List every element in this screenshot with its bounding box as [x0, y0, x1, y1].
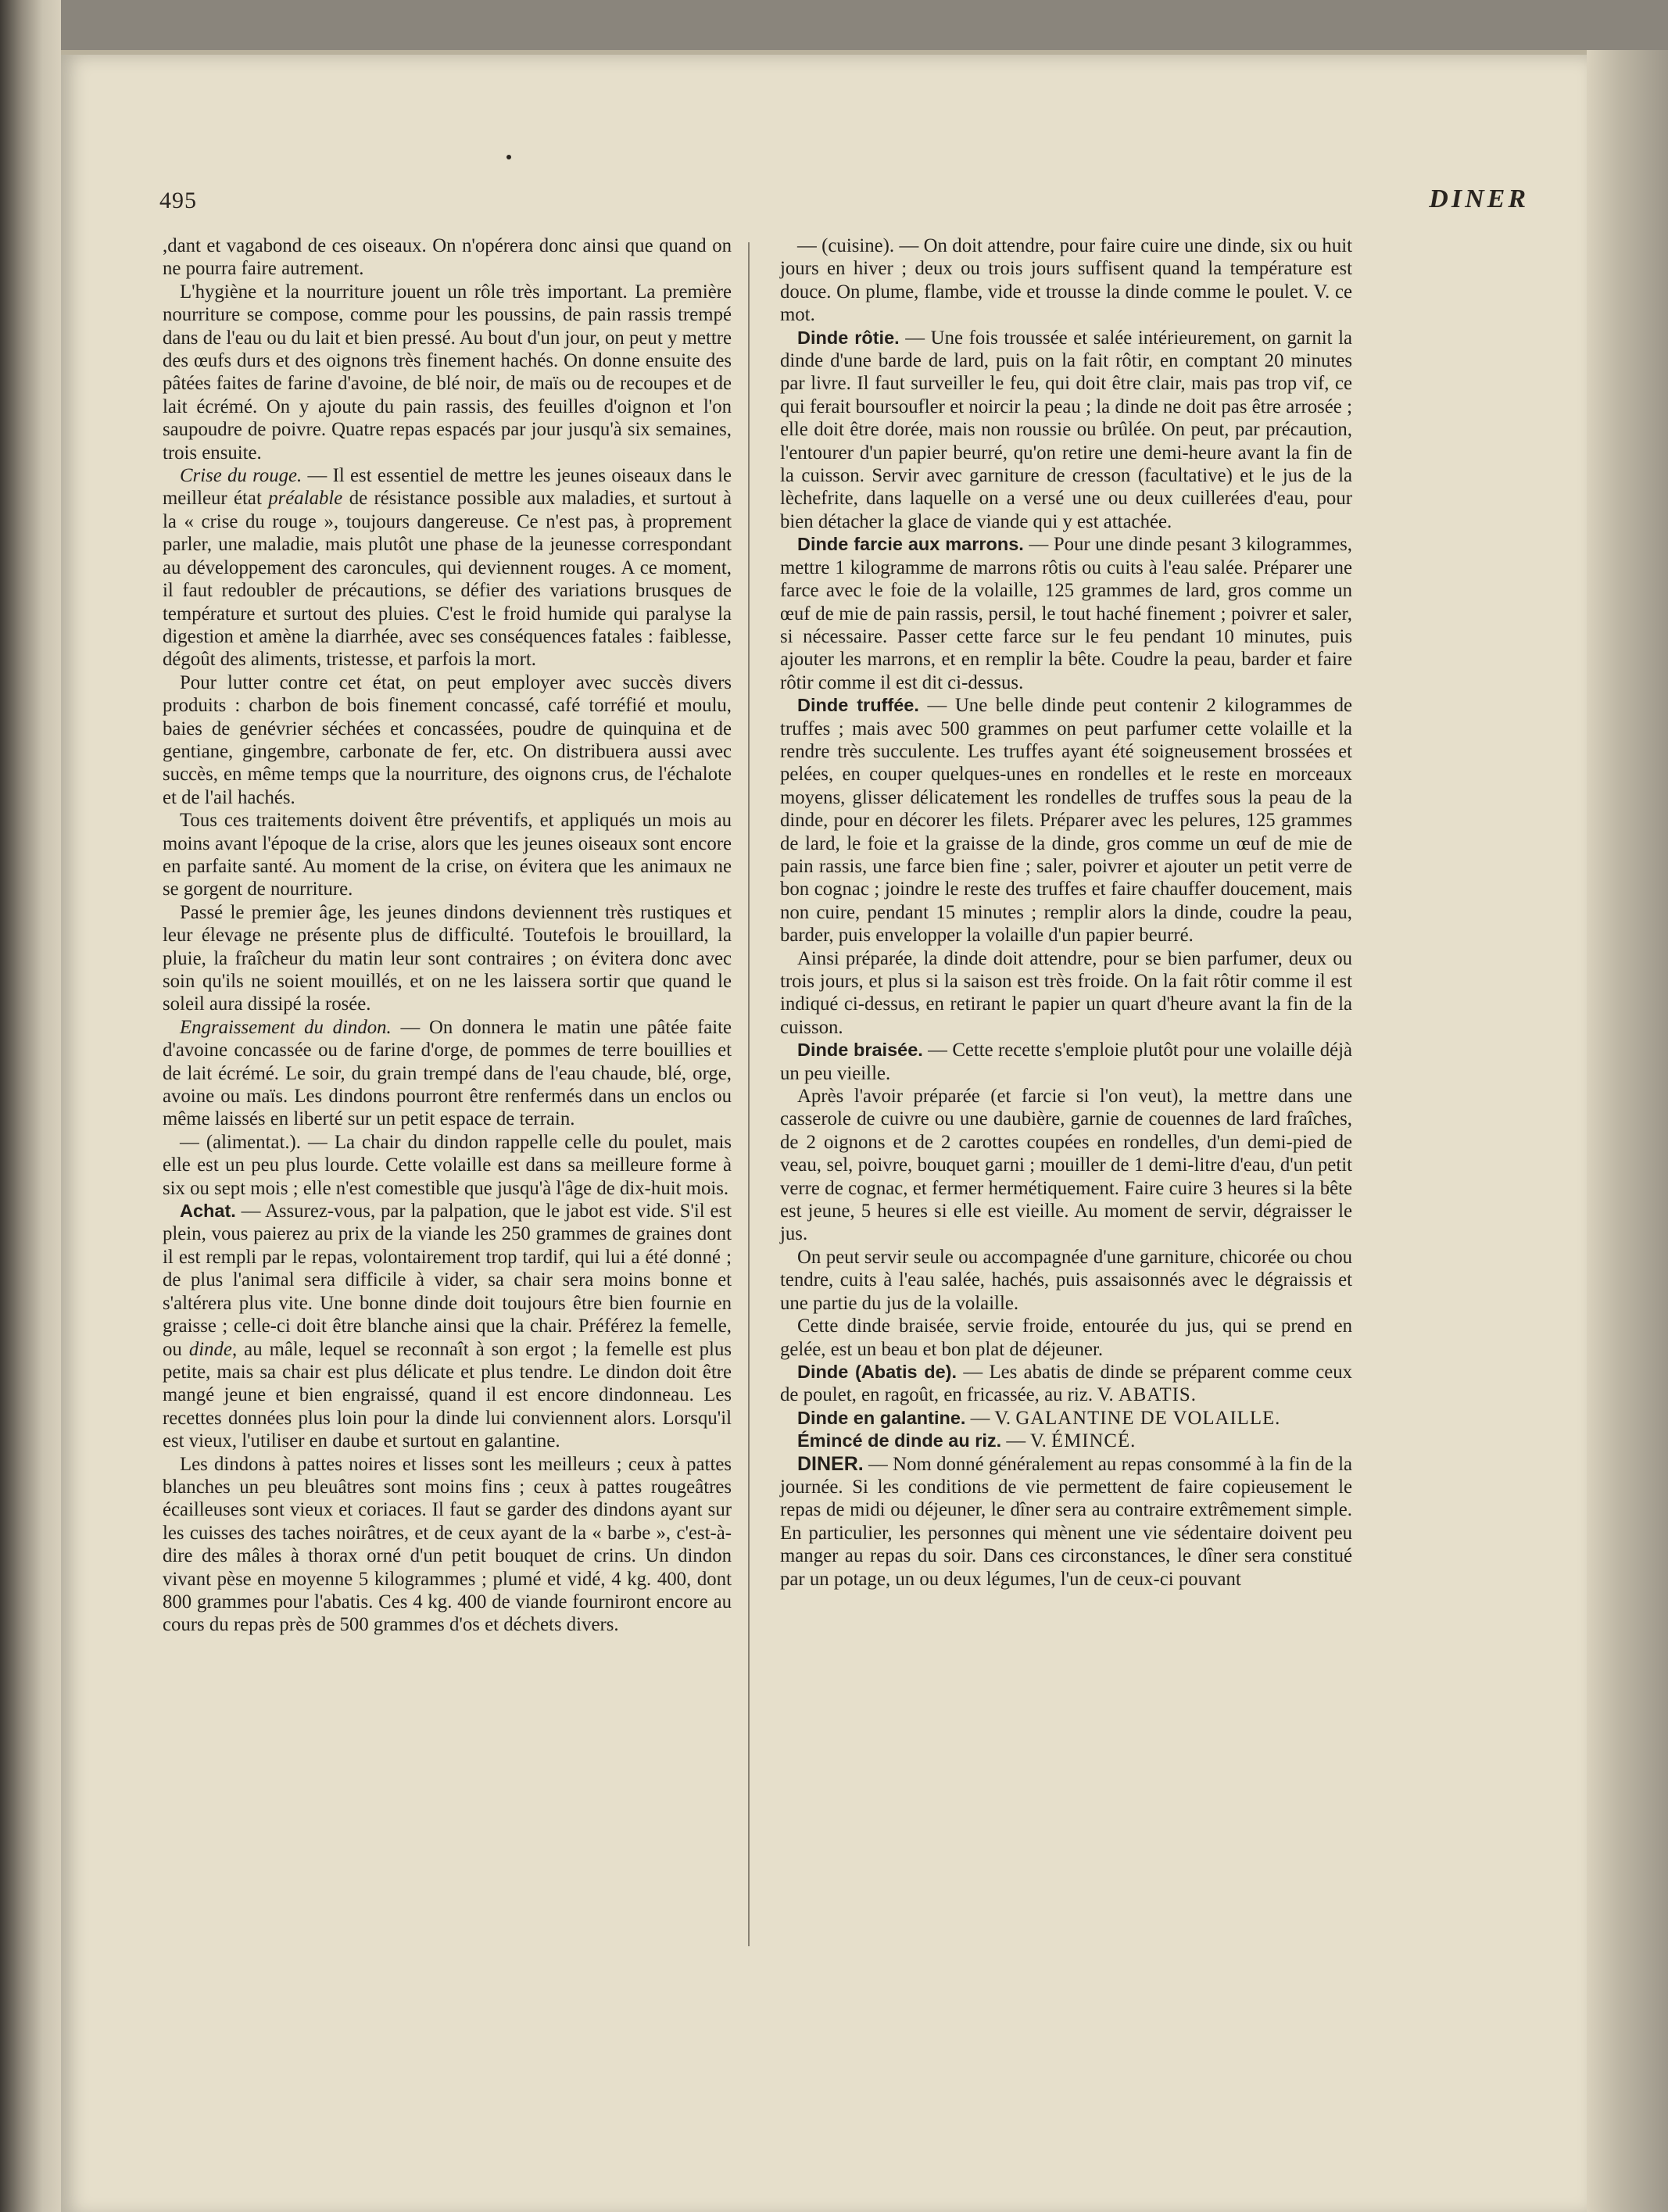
recipe-title: Dinde braisée.: [797, 1040, 923, 1061]
paragraph: Engraissement du dindon. — On donnera le matin une pâtée faite d'avoine concassée ou de farine d'orge, de pommes de terre bouillies et de lait écrémé. Le soir, du grain trempé dans de l'eau chaude, blé, orge, avoine ou maïs. Les dindons pourront être renfermés dans un enclos ou même laissés en liberté sur un petit espace de terrain.: [163, 1016, 732, 1130]
subheading: Achat.: [180, 1201, 236, 1222]
recipe-entry: Dinde truffée. — Une belle dinde peut contenir 2 kilogrammes de truffes ; mais avec 500 grammes on peut parfumer cette volaille et la rendre très succulente. Les truffes ayant été soigneusement brossées et pelées, en couper quelques-unes en rondelles et le reste en morceaux moyens, glisser délicatement les rondelles de truffes sous la peau de la dinde, pour en décorer les filets. Préparer avec les pelures, 125 grammes de lard, le foie et la graisse de la dinde, gros comme un œuf de mie de pain rassis, une farce bien fine ; saler, poivrer et ajouter un petit verre de bon cognac ; joindre le reste des truffes et faire chauffer doucement, mais non cuire, pendant 15 minutes ; remplir alors la dinde, coudre la peau, barder, puis envelopper la volaille d'un papier beurré.: [780, 695, 1352, 947]
page-edge: [1587, 50, 1668, 2212]
recipe-entry: Dinde rôtie. — Une fois troussée et salée intérieurement, on garnit la dinde d'une barde de lard, puis on la fait rôtir, en comptant 20 minutes par livre. Il faut surveiller le feu, qui doit être clair, mais pas trop vif, ce qui ferait boursoufler et noircir la peau ; la dinde ne doit pas être arrosée ; elle doit être dorée, mais non roussie ou brûlée. On peut, par précaution, l'entourer d'un papier beurré, qu'on retire une demi-heure avant la fin de la cuisson. Servir avec garniture de cresson (facultative) et le jus de la lèchefrite, dans laquelle on a versé une ou deux cuillerées d'eau, pour bien détacher la glace de viande qui y est attachée.: [780, 327, 1352, 532]
column-rule: [748, 242, 750, 1946]
paragraph: Tous ces traitements doivent être préventifs, et appliqués un mois au moins avant l'époque de la crise, alors que les jeunes oiseaux sont encore en parfaite santé. Au moment de la crise, on évitera que les animaux ne se gorgent de nourriture.: [163, 810, 732, 900]
paragraph: — (alimentat.). — La chair du dindon rappelle celle du poulet, mais elle est un peu plus lourde. Cette volaille est dans sa meilleure forme à six ou sept mois ; elle n'est comestible que jusqu'à l'âge de dix-huit mois.: [163, 1131, 732, 1199]
ink-speck: [506, 155, 511, 159]
cross-reference: GALANTINE DE VOLAILLE: [1015, 1407, 1276, 1429]
recipe-title: Dinde truffée.: [797, 695, 919, 716]
paragraph: Ainsi préparée, la dinde doit attendre, pour se bien parfumer, deux ou trois jours, et plus si la saison est très froide. On la fait rôtir comme il est indiqué ci-dessus, en retirant le papier un quart d'heure avant la fin de la cuisson.: [780, 947, 1352, 1038]
page-number: 495: [159, 188, 197, 213]
left-column: [163, 234, 732, 1637]
book-spine: [0, 0, 61, 2212]
paragraph: Crise du rouge. — Il est essentiel de mettre les jeunes oiseaux dans le meilleur état préalable de résistance possible aux maladies, et surtout à la « crise du rouge », toujours dangereuse. Ce n'est pas, à proprement parler, une maladie, mais plutôt une phase de la jeunesse correspondant au développement des caroncules, qui deviennent rouges. A ce moment, il faut redoubler de précautions, se défier des variations brusques de température et surtout des pluies. C'est le froid humide qui paralyse la digestion et amène la diarrhée, avec ses conséquences fatales : faiblesse, dégoût des aliments, tristesse, et parfois la mort.: [163, 465, 732, 671]
paragraph: ,dant et vagabond de ces oiseaux. On n'opérera donc ainsi que quand on ne pourra faire autrement.: [163, 235, 732, 280]
paragraph: Après l'avoir préparée (et farcie si l'on veut), la mettre dans une casserole de cuivre ou une daubière, garnie de couennes de lard fraîches, de 2 oignons et de 2 carottes coupées en rondelles, d'un demi-pied de veau, sel, poivre, bouquet garni ; mouiller de 1 demi-litre d'eau, d'un petit verre de cognac, et fermer hermétiquement. Faire cuire 3 heures si la bête est jeune, 5 heures si elle est vieille. Au moment de servir, dégraisser le jus.: [780, 1086, 1352, 1245]
recipe-title: Dinde farcie aux marrons.: [797, 534, 1024, 555]
cross-reference: ÉMINCÉ: [1051, 1430, 1131, 1452]
recipe-title: Dinde rôtie.: [797, 327, 900, 348]
recipe-entry: Dinde braisée. — Cette recette s'emploie plutôt pour une volaille déjà un peu vieille.: [780, 1040, 1352, 1084]
paragraph: On peut servir seule ou accompagnée d'une garniture, chicorée ou chou tendre, cuits à l'eau salée, hachés, puis assaisonnés avec le dégraissis et une partie du jus de la volaille.: [780, 1246, 1352, 1314]
paragraph: — (cuisine). — On doit attendre, pour faire cuire une dinde, six ou huit jours en hiver ; deux ou trois jours suffisent quand la température est douce. On plume, flambe, vide et trousse la dinde comme le poulet. V. ce mot.: [780, 235, 1352, 326]
recipe-entry: Dinde farcie aux marrons. — Pour une dinde pesant 3 kilogrammes, mettre 1 kilogramme de marrons rôtis ou cuits à l'eau salée. Préparer une farce avec le foie de la volaille, 125 grammes de lard, gros comme un œuf de mie de pain rassis, persil, le tout haché finement ; poivrer et saler, si nécessaire. Passer cette farce sur le feu pendant 10 minutes, puis ajouter les marrons, et en remplir la bête. Coudre la peau, barder et faire rôtir comme il est dit ci-dessus.: [780, 534, 1352, 693]
dictionary-entry: DINER. — Nom donné généralement au repas consommé à la fin de la journée. Si les conditions de vie permettent de faire copieusement le repas de midi ou déjeuner, le dîner sera au contraire extrêmement simple. En particulier, les personnes qui mènent une vie sédentaire doivent peu manger au repas du soir. Dans ces circonstances, le dîner sera constitué par un potage, un ou deux légumes, l'un de ceux-ci pouvant: [780, 1452, 1352, 1590]
recipe-entry: Émincé de dinde au riz. — V. ÉMINCÉ.: [797, 1430, 1136, 1452]
recipe-entry: Dinde (Abatis de). — Les abatis de dinde se préparent comme ceux de poulet, en ragoût, en fricassée, au riz. V. ABATIS.: [780, 1361, 1353, 1406]
paragraph: Pour lutter contre cet état, on peut employer avec succès divers produits : charbon de bois finement concassé, café torréfié et moulu, baies de genévrier séchées et concassées, poudre de quinquina et de gentiane, gingembre, carbonate de fer, etc. On distribuera aussi avec succès, en même temps que la nourriture, des oignons crus, de l'échalote et de l'ail hachés.: [163, 671, 732, 808]
paragraph: Passé le premier âge, les jeunes dindons deviennent très rustiques et leur élevage ne présente plus de difficulté. Toutefois le brouillard, la pluie, la fraîcheur du matin leur sont contraires ; on évitera donc avec soin qu'ils ne soient mouillés, et on ne les laissera sortir que quand le soleil aura dissipé la rosée.: [163, 901, 732, 1015]
running-head: DINER: [1429, 184, 1529, 213]
recipe-title: Dinde (Abatis de).: [797, 1361, 957, 1382]
paragraph: L'hygiène et la nourriture jouent un rôle très important. La première nourriture se compose, comme pour les poussins, de pain rassis trempé dans de l'eau ou du lait et bien pressé. Au bout d'un jour, on peut y mettre des œufs durs et des oignons très finement hachés. On donne ensuite des pâtées faites de farine d'avoine, de blé noir, de maïs ou de recoupes et de lait écrémé. On y ajoute du pain rassis, des feuilles d'oignon et l'on saupoudre de poivre. Quatre repas espacés par jour jusqu'à six semaines, trois ensuite.: [163, 281, 732, 464]
cross-reference: ABATIS: [1118, 1384, 1191, 1406]
paragraph: Les dindons à pattes noires et lisses sont les meilleurs ; ceux à pattes blanches un peu bleuâtres sont moins fins ; ceux à pattes rougeâtres écailleuses sont vieux et coriaces. Il faut se garder des dindons ayant sur les cuisses des taches noirâtres, et de ceux ayant de la « barbe », c'est-à-dire des mâles à thorax orné d'un petit bouquet de crins. Un dindon vivant pèse en moyenne 5 kilogrammes ; plumé et vidé, 4 kg. 400, dont 800 grammes pour l'abatis. Ces 4 kg. 400 de viande fourniront encore au cours du repas près de 500 grammes d'os et déchets divers.: [163, 1453, 732, 1636]
entry-headword: DINER.: [797, 1452, 864, 1475]
paragraph: Cette dinde braisée, servie froide, entourée du jus, qui se prend en gelée, est un beau et bon plat de déjeuner.: [780, 1315, 1352, 1360]
subheading: Engraissement du dindon.: [180, 1016, 392, 1038]
recipe-title: Dinde en galantine.: [797, 1407, 966, 1428]
subheading: Crise du rouge.: [180, 465, 302, 487]
paragraph: Achat. — Assurez-vous, par la palpation, que le jabot est vide. S'il est plein, vous paierez au prix de la viande les 250 grammes de graines dont il est rempli par le repas, volontairement trop tardif, qui lui a été donné ; de plus l'animal sera difficile à vider, sa chair sera moins bonne et s'altérera plus vite. Une bonne dinde doit toujours être bien fournie en graisse ; celle-ci doit être blanche ainsi que la chair. Préférez la femelle, ou dinde, au mâle, lequel se reconnaît à son ergot ; la femelle est plus petite, mais sa chair est plus délicate et plus tendre. Le dindon doit être mangé jeune et bien engraissé, quand il est encore dindonneau. Les recettes données plus loin pour la dinde lui conviennent alors. Lorsqu'il est vieux, l'utiliser en daube et surtout en galantine.: [163, 1201, 732, 1452]
recipe-title: Émincé de dinde au riz.: [797, 1430, 1002, 1451]
right-column: [780, 234, 1352, 1591]
recipe-entry: Dinde en galantine. — V. GALANTINE DE VOLAILLE.: [797, 1407, 1280, 1429]
